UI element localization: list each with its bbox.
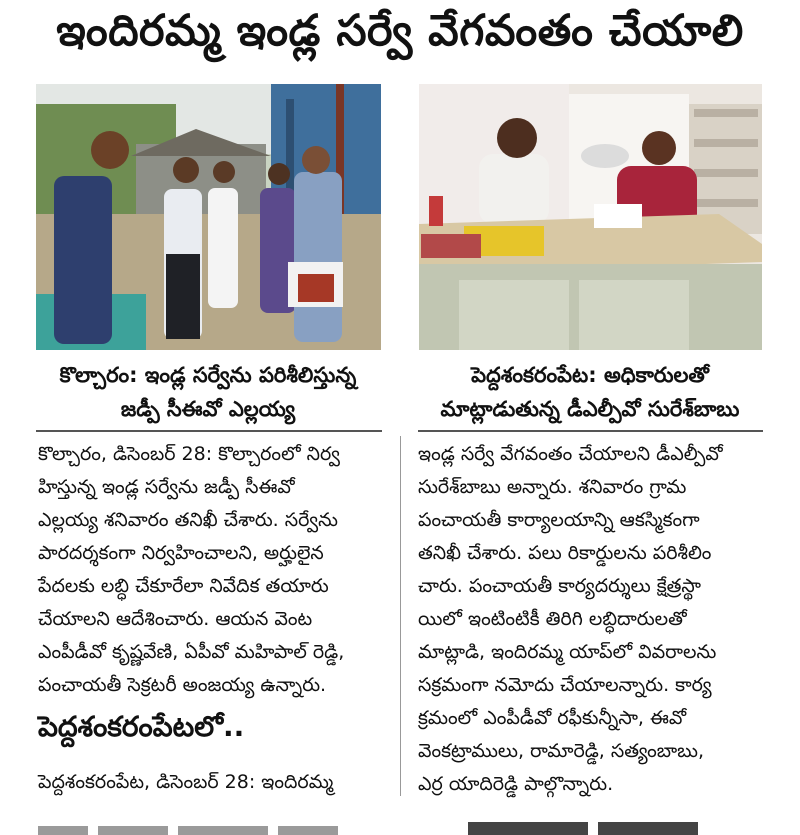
caption-line: కొల్చారం: ఇండ్ల సర్వేను పరిశీలిస్తున్న <box>59 363 357 387</box>
body-line: హిస్తున్న ఇండ్ల సర్వేను జడ్పీ సీఈవో <box>38 476 295 498</box>
photo-survey-inspection <box>36 84 381 350</box>
cropped-next-article-edge <box>38 818 763 835</box>
body-line: ఎంపీడీవో కృష్ణవేణి, ఏపీవో మహిపాల్ రెడ్డి, <box>38 641 345 663</box>
separator-top-right <box>418 430 763 432</box>
article-column-left <box>38 438 394 702</box>
caption-line: జడ్పీ సీఈవో ఎల్లయ్య <box>120 397 296 421</box>
article-column-right <box>418 438 764 801</box>
caption-line: పెద్దశంకరంపేట: అధికారులతో <box>471 363 709 387</box>
body-line: చారు. పంచాయతీ కార్యదర్శులు క్షేత్రస్థా <box>418 575 701 597</box>
body-line: పారదర్శకంగా నిర్వహించాలని, అర్హులైన <box>38 542 324 564</box>
body-line: సురేశ్‌బాబు అన్నారు. శనివారం గ్రామ <box>418 476 687 498</box>
body-line: చేయాలని ఆదేశించారు. ఆయన వెంట <box>38 608 313 630</box>
subheading: పెద్దశంకరంపేటలో.. <box>38 710 245 743</box>
caption-line: మాట్లాడుతున్న డీఎల్పీవో సురేశ్‌బాబు <box>440 397 740 421</box>
body-line: పంచాయతీ కార్యాలయాన్ని ఆకస్మికంగా <box>418 509 700 531</box>
column-divider <box>400 436 401 796</box>
separator-top-left <box>36 430 382 432</box>
headline: ఇందిరమ్మ ఇండ్ల సర్వే వేగవంతం చేయాలి <box>56 6 744 56</box>
body-line: మాట్లాడి, ఇందిరమ్మ యాప్‌లో వివరాలను <box>418 641 717 663</box>
body-line: వెంకట్రాములు, రామారెడ్డి, సత్యంబాబు, <box>418 740 705 762</box>
photo-caption-right <box>400 358 780 426</box>
body-line: పేదలకు లబ్ధి చేకూరేలా నివేదిక తయారు <box>38 575 329 597</box>
body-line: ఎర్ర యాదిరెడ్డి పాల్గొన్నారు. <box>418 773 614 795</box>
photo-caption-left <box>18 358 398 426</box>
body-line: కొల్చారం, డిసెంబర్ 28: కొల్చారంలో నిర్వ <box>38 443 340 465</box>
body-line: పెద్దశంకరంపేట, డిసెంబర్ 28: ఇందిరమ్మ <box>38 771 334 793</box>
body-line: ఎల్లయ్య శనివారం తనిఖీ చేశారు. సర్వేను <box>38 509 338 531</box>
body-line: పంచాయతీ సెక్రటరీ అంజయ్య ఉన్నారు. <box>38 674 327 696</box>
body-line: క్రమంలో ఎంపీడీవో రఫీకున్నీసా, ఈవో <box>418 707 687 729</box>
body-line: ఇండ్ల సర్వే వేగవంతం చేయాలని డీఎల్పీవో <box>418 443 723 465</box>
body-line: సక్రమంగా నమోదు చేయాలన్నారు. కార్య <box>418 674 712 696</box>
photo-office-meeting <box>419 84 762 350</box>
body-line: యిలో ఇంటింటికీ తిరిగి లబ్ధిదారులతో <box>418 608 687 630</box>
body-line: తనిఖీ చేశారు. పలు రికార్డులను పరిశీలిం <box>418 542 712 564</box>
